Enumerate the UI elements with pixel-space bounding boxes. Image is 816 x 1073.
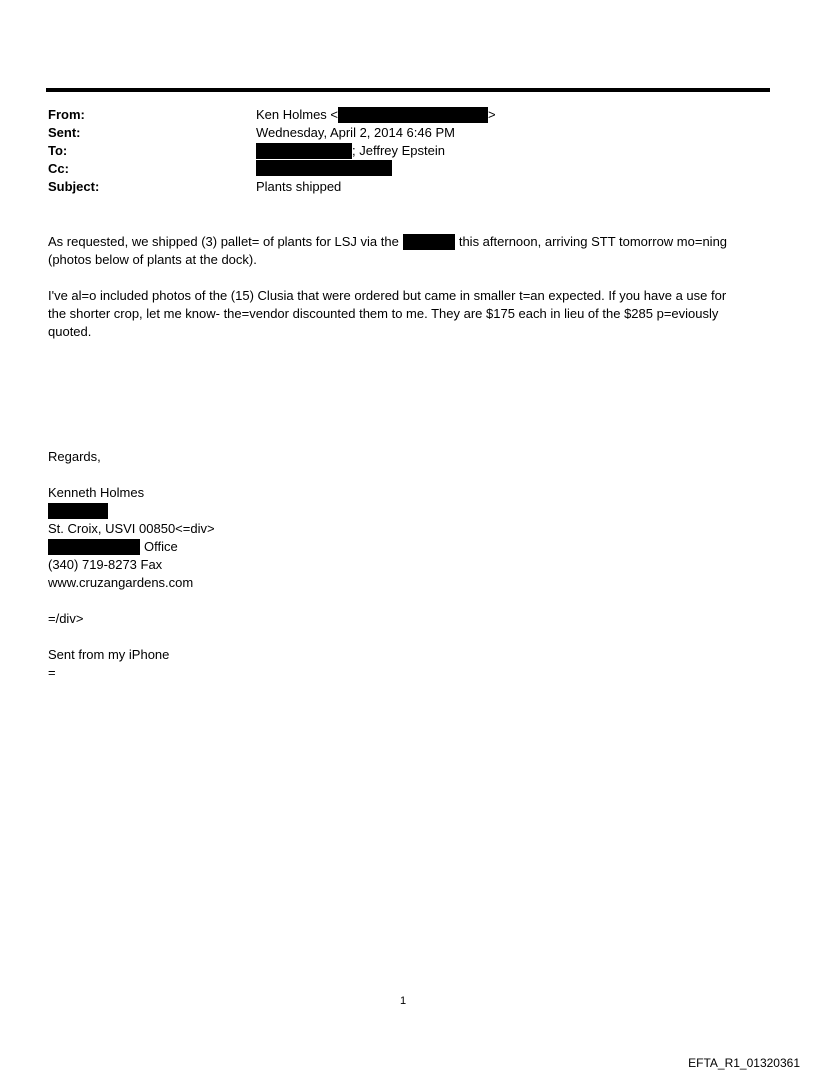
regards-text: Regards, (48, 449, 101, 464)
sent-from-text: Sent from my iPhone (48, 647, 170, 662)
subject-row (48, 178, 768, 196)
paragraph-line (48, 233, 768, 251)
regards (48, 448, 768, 466)
to-row (48, 142, 768, 160)
cc-row (48, 160, 768, 178)
to-label: To: (48, 143, 68, 158)
from-label: From: (48, 107, 85, 122)
div-close (48, 610, 768, 628)
redaction-block (256, 160, 392, 176)
redaction-block (256, 143, 352, 159)
subject-label: Subject: (48, 179, 100, 194)
p1-text-a: As requested, we shipped (3) pallet= of plants for LSJ via the (48, 234, 399, 249)
sent-label: Sent: (48, 125, 81, 140)
subject-value: Plants shipped (256, 179, 342, 194)
redaction-block (48, 539, 140, 555)
redaction-block (338, 107, 488, 123)
signature-office: Office (144, 539, 178, 554)
sent-row (48, 124, 768, 142)
page-number: 1 (400, 995, 407, 1007)
p1-text-b: this afternoon, arriving STT tomorrow mo=ning (458, 234, 728, 249)
redaction-block (403, 234, 455, 250)
trailing-equals: = (48, 665, 56, 680)
from-row (48, 106, 768, 124)
to-name: ; Jeffrey Epstein (352, 143, 445, 158)
redaction-block (48, 503, 108, 519)
paragraph-1 (48, 233, 768, 269)
signature-name: Kenneth Holmes (48, 485, 145, 500)
sent-from (48, 646, 768, 682)
signature-website: www.cruzangardens.com (48, 575, 194, 590)
signature-fax: (340) 719-8273 Fax (48, 557, 163, 572)
sent-value: Wednesday, April 2, 2014 6:46 PM (256, 125, 455, 140)
div-close-text: =/div> (48, 611, 84, 626)
paragraph-line: the shorter crop, let me know- the=vendor discounted them to me. They are $175 each in lieu of the $285 p=eviously (48, 306, 719, 321)
to-value (256, 142, 445, 160)
cc-label: Cc: (48, 161, 69, 176)
signature-redacted-line (48, 502, 768, 520)
header-rule (46, 88, 770, 92)
from-suffix: > (488, 107, 496, 122)
cc-value (256, 160, 392, 176)
from-value (256, 106, 496, 124)
signature-address: St. Croix, USVI 00850<=div> (48, 521, 215, 536)
paragraph-line: (photos below of plants at the dock). (48, 252, 257, 267)
signature-block (48, 484, 768, 592)
bates-number: EFTA_R1_01320361 (688, 1056, 800, 1070)
from-name: Ken Holmes < (256, 107, 339, 122)
paragraph-2 (48, 287, 768, 341)
signature-office-line (48, 538, 768, 556)
paragraph-line: quoted. (48, 324, 92, 339)
paragraph-line: I've al=o included photos of the (15) Clusia that were ordered but came in smaller t=an expected. If you have a use for (48, 288, 727, 303)
